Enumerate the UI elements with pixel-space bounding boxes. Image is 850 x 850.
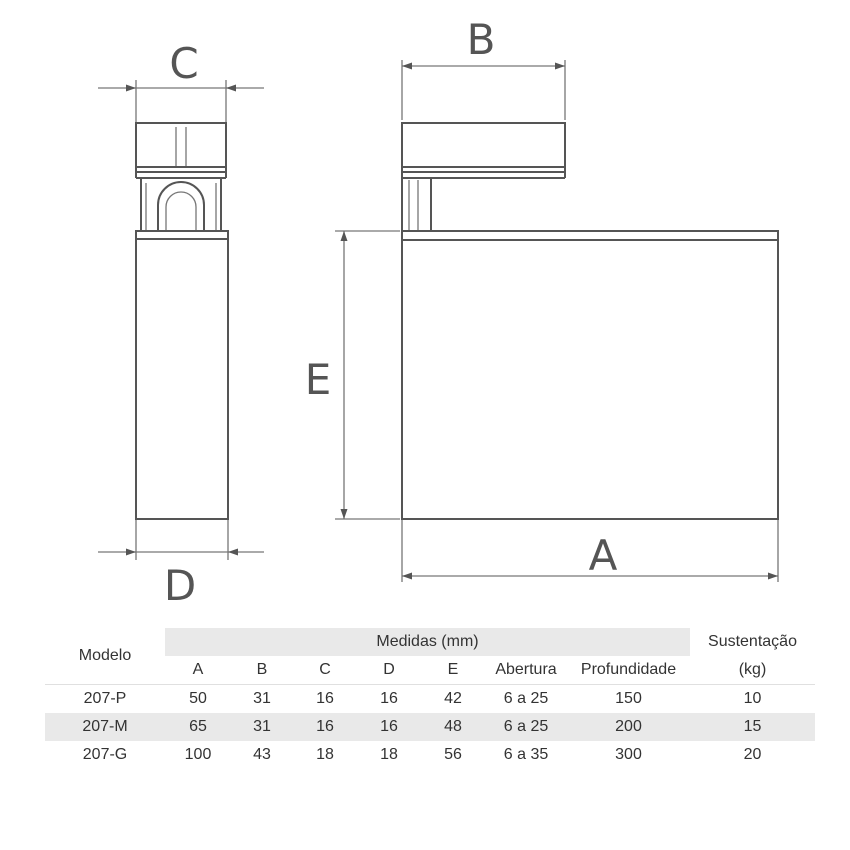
side-body: [136, 231, 228, 519]
cell-a: 100: [184, 746, 212, 763]
col-header-b: B: [256, 661, 268, 678]
dimension-b: [402, 15, 565, 120]
cell-modelo: 207-P: [45, 685, 165, 714]
cell-abertura: 6 a 25: [485, 713, 567, 741]
header-modelo: Modelo: [78, 647, 132, 664]
cell-abertura: 6 a 35: [503, 746, 549, 763]
cell-modelo: 207-M: [45, 713, 165, 741]
cell-sustentacao: 15: [690, 713, 815, 741]
cell-sustentacao: 20: [743, 746, 762, 763]
label-c: C: [169, 39, 199, 88]
col-header-profundidade: Profundidade: [580, 661, 677, 678]
side-cap: [136, 123, 226, 167]
header-sustentacao-line1: Sustentação: [708, 633, 797, 650]
label-b: B: [466, 15, 496, 64]
table-header-row: [45, 628, 815, 656]
table-row: [45, 685, 815, 714]
cell-abertura: 6 a 25: [485, 685, 567, 714]
cell-b: 31: [231, 685, 293, 714]
label-a: A: [588, 531, 618, 580]
side-view: [136, 123, 228, 519]
label-d: D: [163, 561, 197, 610]
col-header-abertura: Abertura: [495, 661, 557, 678]
cell-a: 65: [165, 713, 231, 741]
front-view: [402, 123, 778, 519]
specifications-table: [45, 628, 815, 769]
col-header-a: A: [192, 661, 204, 678]
header-sustentacao: [690, 628, 815, 685]
col-header-e: E: [447, 661, 459, 678]
table-row: [45, 713, 815, 741]
cell-sustentacao: 10: [690, 685, 815, 714]
cell-d: 18: [380, 746, 398, 763]
label-e: E: [304, 355, 332, 404]
cell-profundidade: 150: [567, 685, 690, 714]
cell-a: 50: [165, 685, 231, 714]
dimension-a: [402, 520, 778, 582]
cell-e: 42: [421, 685, 485, 714]
u-clamp: [158, 182, 204, 231]
col-header-d: D: [383, 661, 395, 678]
header-medidas: Medidas (mm): [165, 628, 690, 656]
cell-d: 16: [357, 685, 421, 714]
cell-modelo: 207-G: [82, 746, 128, 763]
dimension-e: [305, 231, 400, 519]
cell-c: 16: [293, 685, 357, 714]
cell-b: 31: [231, 713, 293, 741]
cell-b: 43: [253, 746, 271, 763]
cell-profundidade: 200: [567, 713, 690, 741]
cell-d: 16: [357, 713, 421, 741]
cell-profundidade: 300: [615, 746, 642, 763]
front-cap: [402, 123, 565, 167]
cell-c: 18: [316, 746, 334, 763]
cell-e: 56: [444, 746, 462, 763]
dimension-d: [98, 520, 264, 610]
dimension-c: [98, 39, 264, 122]
col-header-c: C: [319, 661, 331, 678]
header-sustentacao-line2: (kg): [738, 661, 767, 678]
front-body: [402, 231, 778, 519]
cell-e: 48: [421, 713, 485, 741]
table-row: [45, 741, 815, 769]
cell-c: 16: [293, 713, 357, 741]
